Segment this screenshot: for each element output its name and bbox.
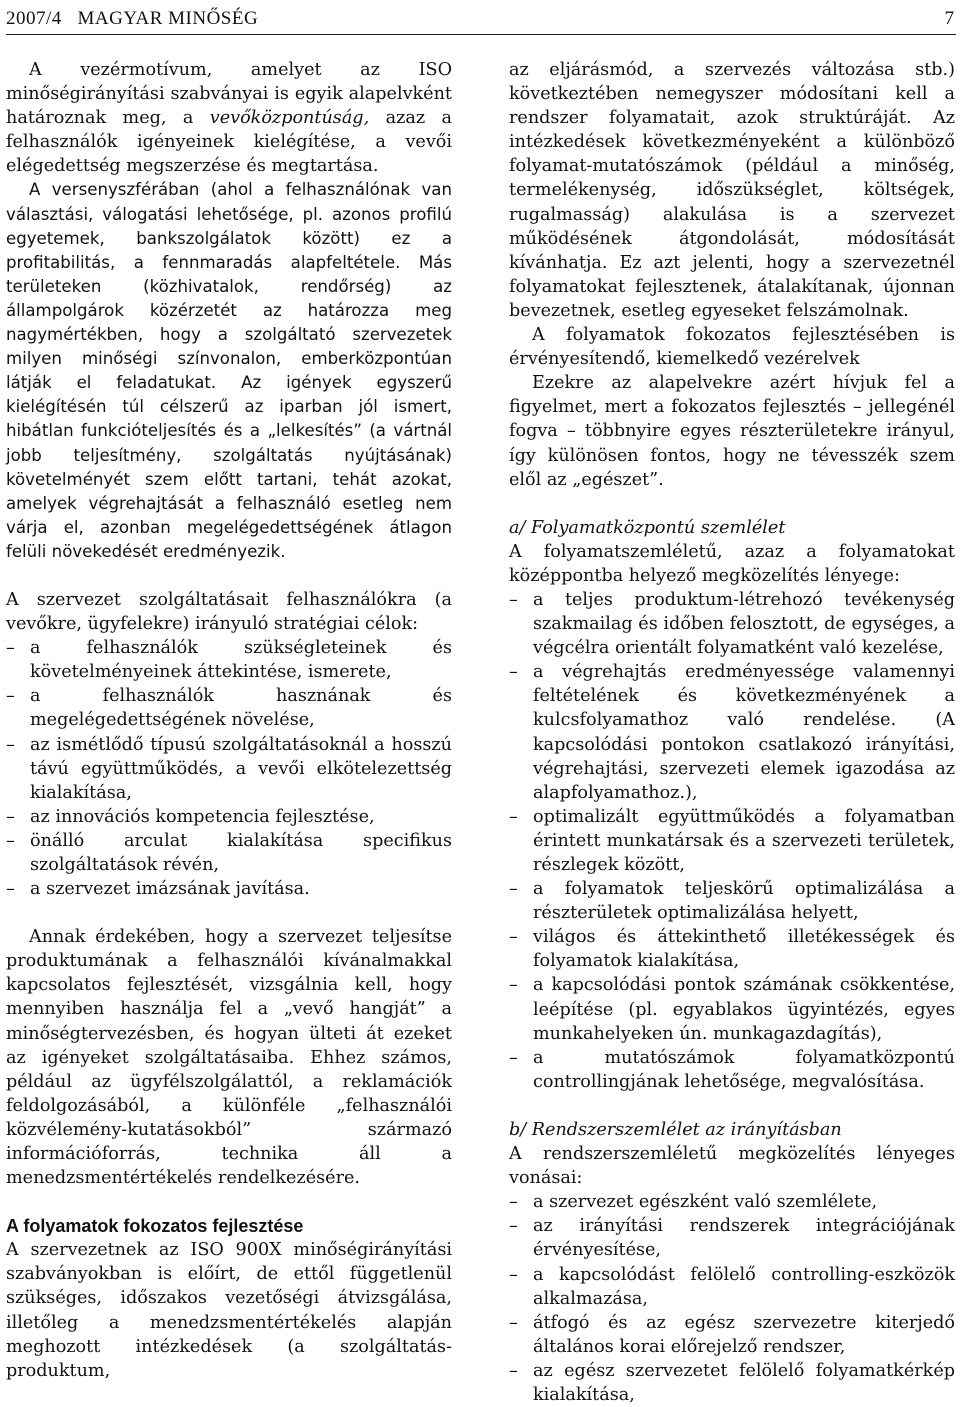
process-principle-item: – világos és áttekinthető illetékességek és folyamatok kialakítása, xyxy=(509,925,955,973)
goals-list xyxy=(6,636,452,901)
system-intro: A rendszerszemléletű megközelítés lényeges vonásai: xyxy=(509,1144,955,1189)
intro-paragraph xyxy=(6,58,452,178)
goal-item: – a szervezet imázsának javítása. xyxy=(6,877,452,901)
system-list xyxy=(509,1190,955,1407)
process-principle-item: – a folyamatok teljeskörű optimalizálása a részterületek optimalizálása helyett, xyxy=(509,877,955,925)
system-feature-item: – a kapcsolódást felölelő controlling-eszközök alkalmazása, xyxy=(509,1263,955,1311)
goal-item: – önálló arculat kialakítása specifikus szolgáltatások révén, xyxy=(6,829,452,877)
intro-emphasis: vevőközpontúság, xyxy=(209,108,370,129)
subheading-process: a/ Folyamatközpontú szemlélet xyxy=(509,517,786,538)
system-feature-item: – átfogó és az egész szervezetre kiterjedő általános korai előrejelző rendszer, xyxy=(509,1311,955,1359)
competition-paragraph: A versenyszférában (ahol a felhasználónak van választási, válogatási lehetősége, pl. azonos profilú egyetemek, bankszolgálatok között) ez a profitabilitás, a fennmaradás alapfeltétele. Más területeken (közhivatalok, rendőrség) az állampolgárok közérzetét az határozza meg nagymértékben, hogy a szolgáltató szervezetek milyen minőségi színvonalon, emberközpontúan látják el feladatukat. Az igények egyszerű kielégítésén túl célszerű az iparban jól ismert, hibátlan funkcióteljesítés és a „lelkesítés” (a vártnál jobb teljesítmény, szolgáltatás nyújtásának) követelményét szem előtt tartani, tehát azokat, amelyek végrehajtását a felhasználó esetleg nem várja el, azonban megelégedettségének átlagon felüli növekedését eredményezik. xyxy=(6,180,452,561)
system-feature-item: – az irányítási rendszerek integrációjának érvényesítése, xyxy=(509,1214,955,1262)
attention-paragraph: Ezekre az alapelvekre azért hívjuk fel a figyelmet, mert a fokozatos fejlesztés – jellegénél fogva – többnyire egyes részterületekre irányul, így különösen fontos, hogy ne tévesszék szem elől az „egészet”. xyxy=(509,373,955,490)
left-column xyxy=(6,58,452,1383)
goal-item: – a felhasználók szükségleteinek és követelményeinek áttekintése, ismerete, xyxy=(6,636,452,684)
right-column xyxy=(509,58,955,1407)
principles-paragraph: A folyamatok fokozatos fejlesztésében is érvényesítendő, kiemelkedő vezérelvek xyxy=(509,325,955,370)
goals-intro: A szervezet szolgáltatásait felhasználókra (a vevőkre, ügyfelekre) irányuló stratégiai célok: xyxy=(6,589,452,635)
process-principle-item: – a végrehajtás eredményessége valamennyi feltételének és következményének a kulcsfolyamathoz való rendelése. (A kapcsolódási pontokon csatlakozó irányítási, végrehajtási, szervezeti elemek igazodása az alapfolyamathoz.), xyxy=(509,660,955,805)
system-feature-item: – az egész szervezetet felölelő folyamatkérkép kialakítása, xyxy=(509,1359,955,1407)
process-principle-item: – a teljes produktum-létrehozó tevékenység szakmailag és időben felosztott, de egységes, a végcélra orientált folyamatként való kezelése, xyxy=(509,588,955,660)
process-principle-item: – a mutatószámok folyamatközpontú controllingjának lehetősége, megvalósítása. xyxy=(509,1046,955,1094)
process-principle-item: – a kapcsolódási pontok számának csökkentése, leépítése (pl. egyablakos ügyintézés, egyes munkahelyeken ún. munkagazdagítás), xyxy=(509,973,955,1045)
system-feature-item: – a szervezet egészként való szemlélete, xyxy=(509,1190,955,1214)
running-header xyxy=(6,2,956,35)
intro-text-b: azaz a felhasználók igényeinek kielégítése, a vevői elégedettség megszerzése és megtartása. xyxy=(6,108,452,177)
process-list xyxy=(509,588,955,1094)
goal-item: – az ismétlődő típusú szolgáltatásoknál a hosszú távú együttműködés, a vevői elkötelezettség kialakítása, xyxy=(6,733,452,805)
goal-item: – az innovációs kompetencia fejlesztése, xyxy=(6,805,452,829)
intro-text-a: A vezérmotívum, amelyet az ISO minőségirányítási szabványai is egyik alapelvként határoznak meg, a xyxy=(6,60,452,129)
section-heading: A folyamatok fokozatos fejlesztése xyxy=(6,1216,304,1237)
subheading-system: b/ Rendszerszemlélet az irányításban xyxy=(509,1119,842,1140)
review-paragraph: A szervezetnek az ISO 900X minőségirányítási szabványokban is előírt, de ettől függetlenül szükséges, időszakos vezetőségi átvizsgálása, illetőleg a menedzsmentértékelés alapján meghozott intézkedések (a szolgáltatás-produktum, xyxy=(6,1240,452,1381)
page-number: 7 xyxy=(944,8,954,29)
process-principle-item: – optimalizált együttműködés a folyamatban érintett munkatársak és a szervezeti területek, részlegek között, xyxy=(509,805,955,877)
continuation-paragraph: az eljárásmód, a szervezés változása stb.) következtében nemegyszer módosítani kell a rendszer folyamatait, azok struktúráját. Az intézkedések következményeként a különböző folyamat-mutatószámok (például a minőség, termelékenység, időszükséglet, költségek, rugalmasság) alakulása is a szervezet működésének átgondolását, módosítását kívánhatja. Ez azt jelenti, hogy a szervezetnél folyamatokat fejlesztenek, átalakítanak, újonnan bevezetnek, esetleg egyeseket felszámolnak. xyxy=(509,60,955,321)
voice-of-customer-paragraph: Annak érdekében, hogy a szervezet teljesítse produktumának a felhasználói kívánalmakkal kapcsolatos fejlesztését, vizsgálnia kell, hogy mennyiben használja fel a „vevő hangját” a minőségtervezésben, és hogyan ülteti át ezeket az igényeket szolgáltatásaiba. Ehhez számos, például az ügyfélszolgálattól, a reklamációk feldolgozásából, a különféle „felhasználói közvélemény-kutatásokból” származó információforrás, technika áll a menedzsmentértékelés rendelkezésére. xyxy=(6,927,452,1189)
goal-item: – a felhasználók hasznának és megelégedettségének növelése, xyxy=(6,684,452,732)
process-intro: A folyamatszemléletű, azaz a folyamatokat középpontba helyező megközelítés lényege: xyxy=(509,541,955,586)
journal-title: 2007/4 MAGYAR MINŐSÉG xyxy=(6,8,259,29)
